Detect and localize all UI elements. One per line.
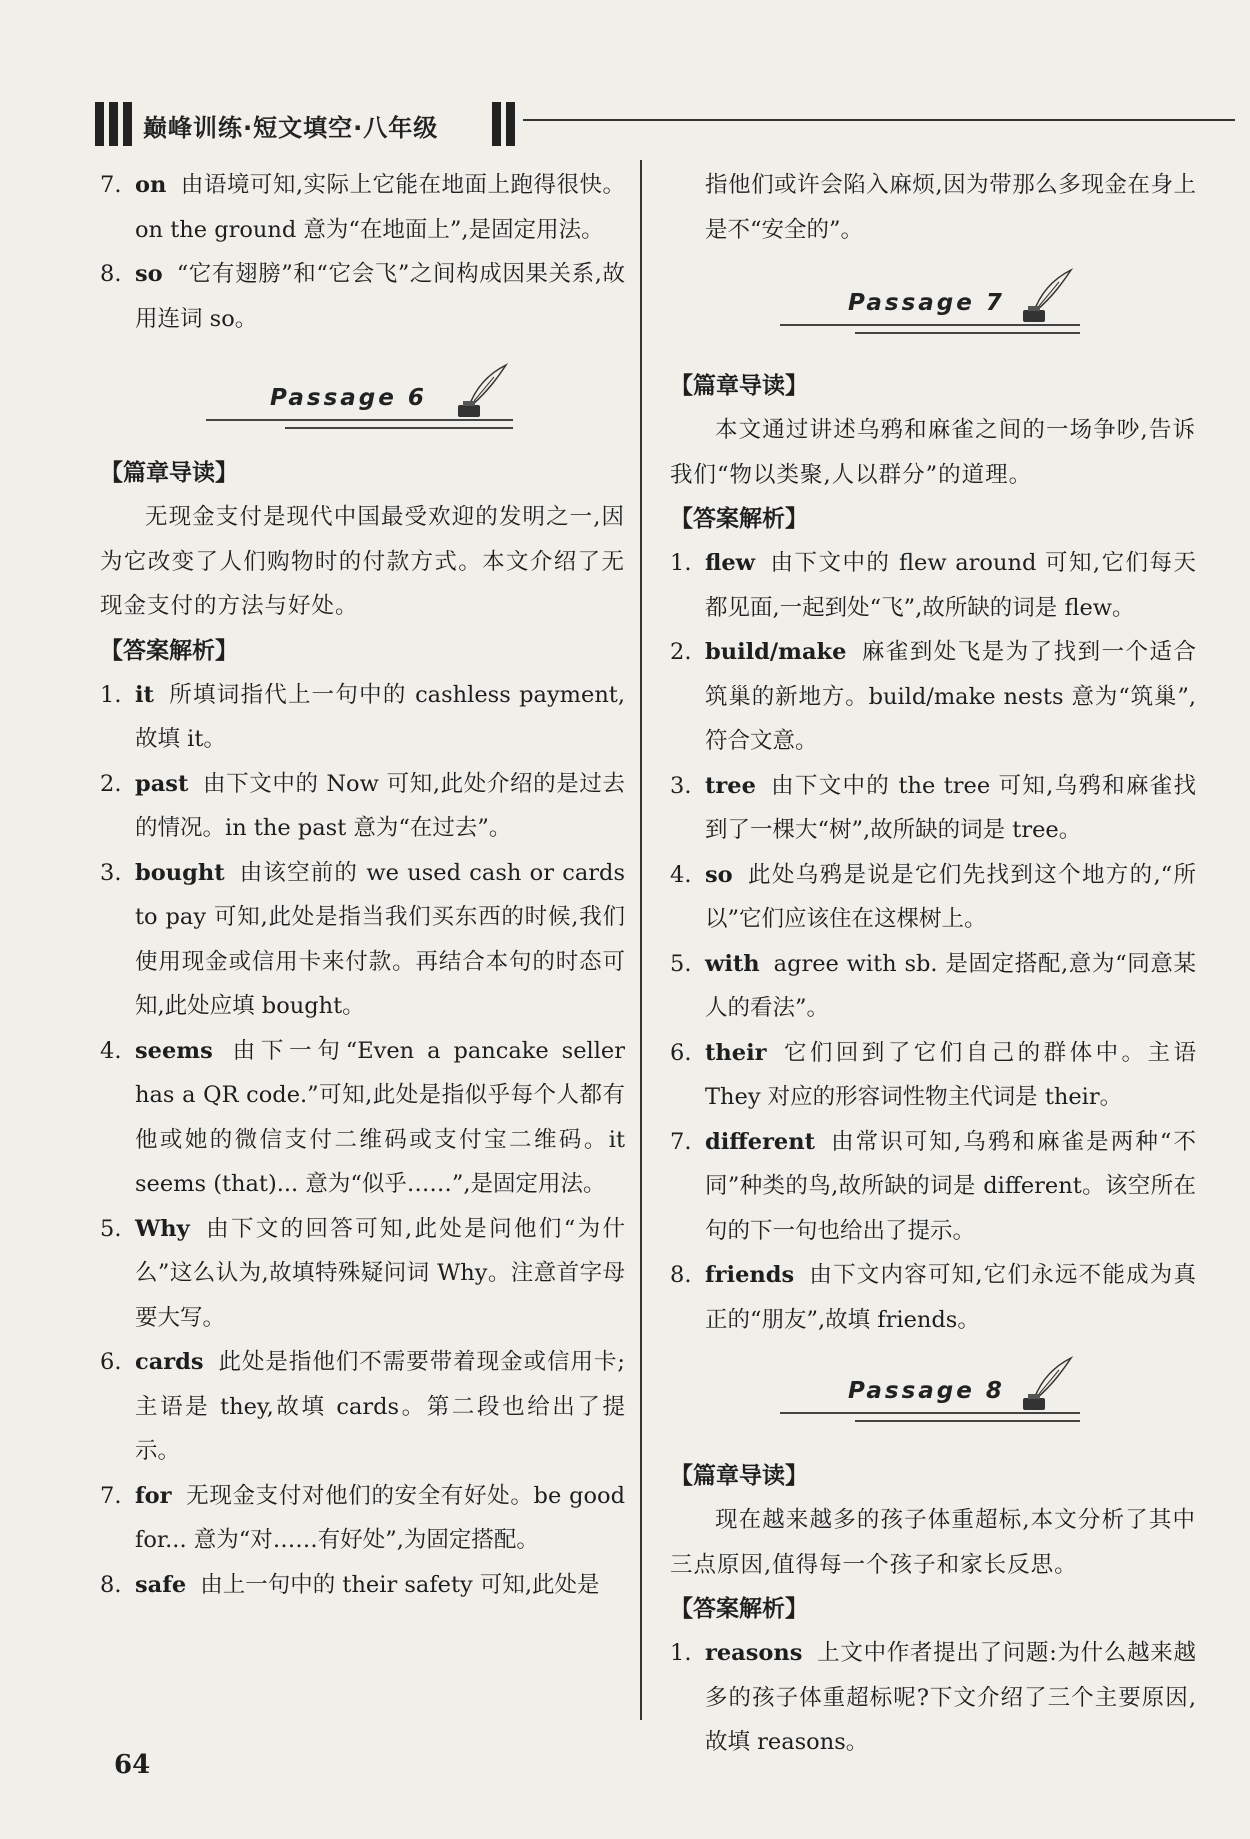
intro-text: 无现金支付是现代中国最受欢迎的发明之一,因为它改变了人们购物时的付款方式。本文介绍了无现金支付的方法与好处。 <box>100 504 625 619</box>
passage-title: Passage 7 <box>848 290 1005 316</box>
continued-text: 指他们或许会陷入麻烦,因为带那么多现金在身上是不“安全的”。 <box>705 172 1196 243</box>
inkwell-quill-icon <box>450 361 510 421</box>
answer-word: cards <box>135 1349 204 1375</box>
answer-item: 1. reasons 上文中作者提出了问题:为什么越来越多的孩子体重超标呢?下文介绍了三个主要原因,故填 reasons。 <box>670 1640 1196 1755</box>
answer-word: seems <box>135 1037 213 1064</box>
analysis-heading: 【答案解析】 <box>670 1596 808 1622</box>
explanation: 此处是指他们不需要带着现金或信用卡;主语是 they,故填 cards。第二段也给出了提示。 <box>135 1349 625 1464</box>
answer-word: past <box>135 770 189 797</box>
answer-word: their <box>705 1039 767 1066</box>
answer-item: 7. on 由语境可知,实际上它能在地面上跑得很快。on the ground 意为“在地面上”,是固定用法。 <box>100 172 625 243</box>
inkwell-quill-icon <box>1015 266 1075 326</box>
explanation: 由下一句“Even a pancake seller has a QR code.”可知,此处是指似乎每个人都有他或她的微信支付二维码或支付宝二维码。it seems (that)... 意为“似乎……”,是固定用法。 <box>135 1037 625 1197</box>
page-number: 64 <box>114 1750 151 1780</box>
analysis-heading: 【答案解析】 <box>670 506 808 532</box>
answer-item: 7. different 由常识可知,乌鸦和麻雀是两种“不同”种类的鸟,故所缺的词是 different。该空所在句的下一句也给出了提示。 <box>670 1128 1196 1244</box>
answer-item: 5. with agree with sb. 是固定搭配,意为“同意某人的看法”。 <box>670 950 1196 1021</box>
answer-item: 5. Why 由下文的回答可知,此处是问他们“为什么”这么认为,故填特殊疑问词 Why。注意首字母要大写。 <box>100 1215 625 1331</box>
banner-rule <box>285 427 513 429</box>
explanation: 由下文的回答可知,此处是问他们“为什么”这么认为,故填特殊疑问词 Why。注意首字母要大写。 <box>135 1215 625 1331</box>
answer-item: 8. safe 由上一句中的 their safety 可知,此处是 <box>100 1571 600 1598</box>
explanation: 由下文中的 Now 可知,此处介绍的是过去的情况。in the past 意为“在过去”。 <box>135 770 625 841</box>
intro-heading: 【篇章导读】 <box>670 1463 808 1489</box>
page-header <box>95 92 1245 152</box>
answer-item: 2. past 由下文中的 Now 可知,此处介绍的是过去的情况。in the past 意为“在过去”。 <box>100 770 625 841</box>
header-bar <box>123 102 132 146</box>
answer-item: 4. so 此处乌鸦是说是它们先找到这个地方的,“所以”它们应该住在这棵树上。 <box>670 861 1196 932</box>
answer-word: Why <box>135 1215 190 1242</box>
analysis-heading: 【答案解析】 <box>100 637 238 664</box>
passage-title: Passage 8 <box>848 1378 1005 1404</box>
answer-word: build/make <box>705 639 847 665</box>
intro-text: 现在越来越多的孩子体重超标,本文分析了其中三点原因,值得每一个孩子和家长反思。 <box>670 1507 1196 1578</box>
explanation: 麻雀到处飞是为了找到一个适合筑巢的新地方。build/make nests 意为“筑巢”,符合文意。 <box>705 639 1196 754</box>
answer-item: 3. tree 由下文中的 the tree 可知,乌鸦和麻雀找到了一棵大“树”,故所缺的词是 tree。 <box>670 772 1196 843</box>
answer-item: 7. for 无现金支付对他们的安全有好处。be good for... 意为“对……有好处”,为固定搭配。 <box>100 1482 625 1553</box>
book-title: 巅峰训练·短文填空·八年级 <box>143 114 439 142</box>
passage-8-banner <box>670 1342 1196 1454</box>
answer-item: 4. seems 由下一句“Even a pancake seller has a QR code.”可知,此处是指似乎每个人都有他或她的微信支付二维码或支付宝二维码。it seems (that)... 意为“似乎……”,是固定用法。 <box>100 1037 625 1197</box>
intro-text: 本文通过讲述乌鸦和麻雀之间的一场争吵,告诉我们“物以类聚,人以群分”的道理。 <box>670 417 1196 488</box>
answer-item: 3. bought 由该空前的 we used cash or cards to pay 可知,此处是指当我们买东西的时候,我们使用现金或信用卡来付款。再结合本句的时态可知,此处应填 bought。 <box>100 859 625 1019</box>
header-bar <box>95 102 104 146</box>
passage-7-banner <box>670 252 1196 364</box>
header-bar <box>492 102 501 146</box>
answer-item: 6. cards 此处是指他们不需要带着现金或信用卡;主语是 they,故填 cards。第二段也给出了提示。 <box>100 1349 625 1464</box>
answer-item: 8. friends 由下文内容可知,它们永远不能成为真正的“朋友”,故填 friends。 <box>670 1262 1196 1333</box>
header-rule <box>523 119 1235 121</box>
answer-word: safe <box>135 1571 187 1598</box>
answer-word: flew <box>705 550 756 576</box>
answer-item: 1. it 所填词指代上一句中的 cashless payment,故填 it。 <box>100 681 625 752</box>
answer-word: tree <box>705 772 756 799</box>
explanation: 由下文中的 the tree 可知,乌鸦和麻雀找到了一棵大“树”,故所缺的词是 tree。 <box>705 772 1196 843</box>
explanation: 由该空前的 we used cash or cards to pay 可知,此处是指当我们买东西的时候,我们使用现金或信用卡来付款。再结合本句的时态可知,此处应填 bought。 <box>135 859 625 1019</box>
answer-word: bought <box>135 859 225 886</box>
answer-item: 8. so “它有翅膀”和“它会飞”之间构成因果关系,故用连词 so。 <box>100 261 625 332</box>
answer-word: it <box>135 681 154 708</box>
explanation: “它有翅膀”和“它会飞”之间构成因果关系,故用连词 so。 <box>135 261 625 332</box>
explanation: 由常识可知,乌鸦和麻雀是两种“不同”种类的鸟,故所缺的词是 different。该空所在句的下一句也给出了提示。 <box>705 1128 1196 1244</box>
passage-6-banner <box>100 341 625 451</box>
explanation: 所填词指代上一句中的 cashless payment,故填 it。 <box>135 681 625 752</box>
explanation: 它们回到了它们自己的群体中。主语 They 对应的形容词性物主代词是 their。 <box>705 1039 1196 1110</box>
passage-title: Passage 6 <box>270 385 427 411</box>
answer-item: 2. build/make 麻雀到处飞是为了找到一个适合筑巢的新地方。build/make nests 意为“筑巢”,符合文意。 <box>670 639 1196 754</box>
intro-heading: 【篇章导读】 <box>670 373 808 399</box>
left-column <box>100 163 625 1607</box>
answer-item: 1. flew 由下文中的 flew around 可知,它们每天都见面,一起到处“飞”,故所缺的词是 flew。 <box>670 550 1196 621</box>
answer-item: 6. their 它们回到了它们自己的群体中。主语 They 对应的形容词性物主代词是 their。 <box>670 1039 1196 1110</box>
intro-heading: 【篇章导读】 <box>100 460 238 486</box>
inkwell-quill-icon <box>1015 1354 1075 1414</box>
explanation: 上文中作者提出了问题:为什么越来越多的孩子体重超标呢?下文介绍了三个主要原因,故填 reasons。 <box>705 1640 1196 1755</box>
explanation: 由下文中的 flew around 可知,它们每天都见面,一起到处“飞”,故所缺的词是 flew。 <box>705 550 1196 621</box>
answer-word: so <box>135 261 163 287</box>
right-column <box>670 163 1196 1765</box>
explanation: agree with sb. 是固定搭配,意为“同意某人的看法”。 <box>705 950 1196 1021</box>
answer-word: with <box>705 950 760 977</box>
explanation: 此处乌鸦是说是它们先找到这个地方的,“所以”它们应该住在这棵树上。 <box>705 861 1196 932</box>
answer-word: different <box>705 1128 815 1155</box>
column-divider <box>640 160 642 1720</box>
explanation: 由上一句中的 their safety 可知,此处是 <box>200 1571 600 1598</box>
answer-word: reasons <box>705 1640 803 1666</box>
answer-word: on <box>135 172 167 198</box>
answer-word: so <box>705 861 733 888</box>
answer-word: for <box>135 1482 172 1509</box>
explanation: 无现金支付对他们的安全有好处。be good for... 意为“对……有好处”,为固定搭配。 <box>135 1482 625 1553</box>
header-bar <box>506 102 515 146</box>
explanation: 由语境可知,实际上它能在地面上跑得很快。on the ground 意为“在地面上”,是固定用法。 <box>135 172 625 243</box>
banner-rule <box>855 332 1080 334</box>
explanation: 由下文内容可知,它们永远不能成为真正的“朋友”,故填 friends。 <box>705 1262 1196 1333</box>
banner-rule <box>855 1420 1080 1422</box>
header-bar <box>109 102 118 146</box>
answer-word: friends <box>705 1262 795 1288</box>
